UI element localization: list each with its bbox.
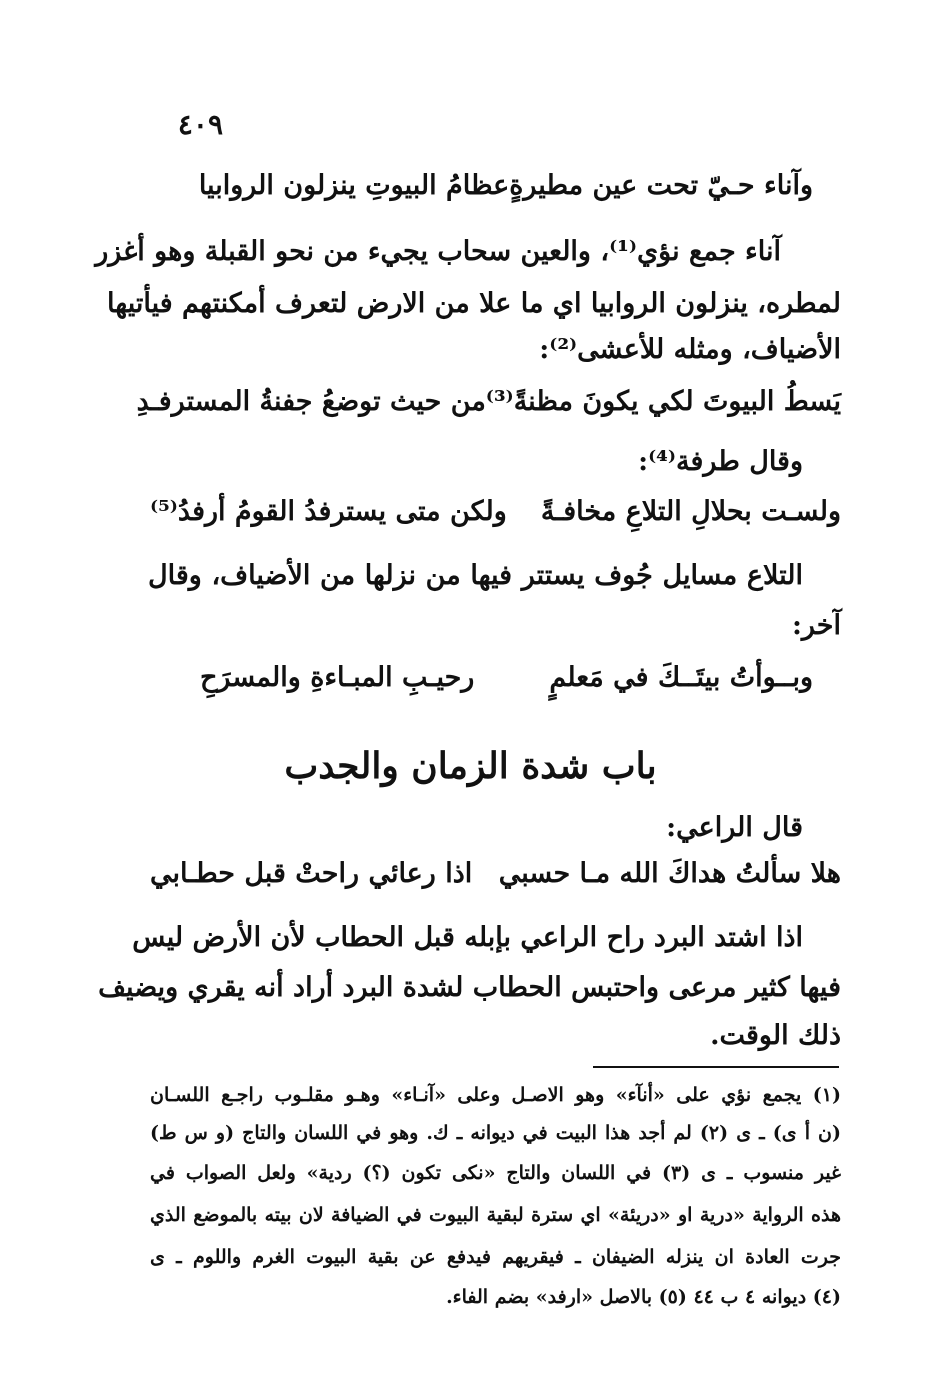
- verse-hemistich: هلا سألتُ هداكَ الله مـا حسبي: [498, 858, 841, 889]
- verse-hemistich: ولكن متى يسترفدُ القومُ أرفدُ⁽⁵⁾: [150, 496, 507, 527]
- footnote-line: (ن أ ى) ـ ى (٢) لم أجد هذا البيت في ديوانه ـ ك. وهو في اللسان والتاج (و س ط): [150, 1122, 841, 1144]
- paragraph-line: فيها كثير مرعى واحتبس الحطاب لشدة البرد أراد أنه يقري ويضيف: [98, 972, 841, 1003]
- verse-hemistich: عظامُ البيوتِ ينزلون الروابيا: [198, 170, 510, 201]
- paragraph-line: لمطره، ينزلون الروابيا اي ما علا من الارض لتعرف أمكنتهم فيأتيها: [107, 288, 841, 319]
- footnote-line: (١) يجمع نؤي على «أنآء» وهو الاصـل وعلى «آنـاء» وهـو مقلـوب راجـع اللسـان: [150, 1084, 841, 1106]
- verse-hemistich: وآناء حـيّ تحت عين مطيرةٍ: [509, 170, 813, 201]
- paragraph-line: ذلك الوقت.: [710, 1020, 841, 1051]
- verse-intro: قال الراعي:: [666, 812, 803, 843]
- verse-hemistich: اذا رعائي راحتْ قبل حطـابي: [150, 858, 473, 889]
- section-heading: باب شدة الزمان والجدب: [284, 745, 657, 787]
- footnote-separator: [593, 1066, 839, 1068]
- footnote-line: جرت العادة ان ينزله الضيفان ـ فيقريهم فيدفع عن بقية البيوت الغرم واللوم ـ ى: [150, 1246, 841, 1268]
- verse-line: [200, 170, 813, 201]
- paragraph-line: الأضياف، ومثله للأعشى⁽²⁾:: [539, 334, 841, 365]
- page-number: ٤٠٩: [177, 108, 223, 141]
- verse-hemistich: يَسطُ البيوتَ لكي يكونَ مظنةً⁽³⁾: [485, 386, 841, 417]
- verse-intro: وقال طرفة⁽⁴⁾:: [638, 446, 803, 477]
- verse-line: [150, 858, 841, 889]
- verse-line: [200, 662, 813, 693]
- footnote-line: هذه الرواية «درية او «دريئة» اي سترة لبقية البيوت في الضيافة لان بيته بالموضع الذي: [150, 1204, 841, 1226]
- footnote-line: غير منسوب ـ ى (٣) في اللسان والتاج «نكى تكون (؟) ردية» ولعل الصواب في: [150, 1162, 841, 1184]
- paragraph-line: آناء جمع نؤي⁽¹⁾، والعين سحاب يجيء من نحو القبلة وهو أغزر: [95, 236, 781, 267]
- verse-hemistich: رحيـبِ المبـاءةِ والمسرَحِ: [200, 662, 475, 693]
- verse-hemistich: ولسـت بحلالِ التلاعِ مخافـةً: [540, 496, 841, 527]
- paragraph-line: التلاع مسايل جُوف يستتر فيها من نزلها من الأضياف، وقال: [148, 560, 803, 591]
- verse-line: [150, 496, 841, 527]
- paragraph-line: آخر:: [791, 610, 841, 641]
- verse-hemistich: وبــوأتُ بيتَــكَ في مَعلمٍ: [549, 662, 813, 693]
- paragraph-line: اذا اشتد البرد راح الراعي بإبله قبل الحطاب لأن الأرض ليس: [132, 922, 803, 953]
- footnote-line: (٤) ديوانه ٤ ب ٤٤ (٥) بالاصل «ارفد» بضم الفاء.: [446, 1286, 841, 1308]
- verse-hemistich: من حيث توضعُ جفنةُ المسترفـدِ: [136, 386, 486, 417]
- verse-line: [136, 386, 841, 417]
